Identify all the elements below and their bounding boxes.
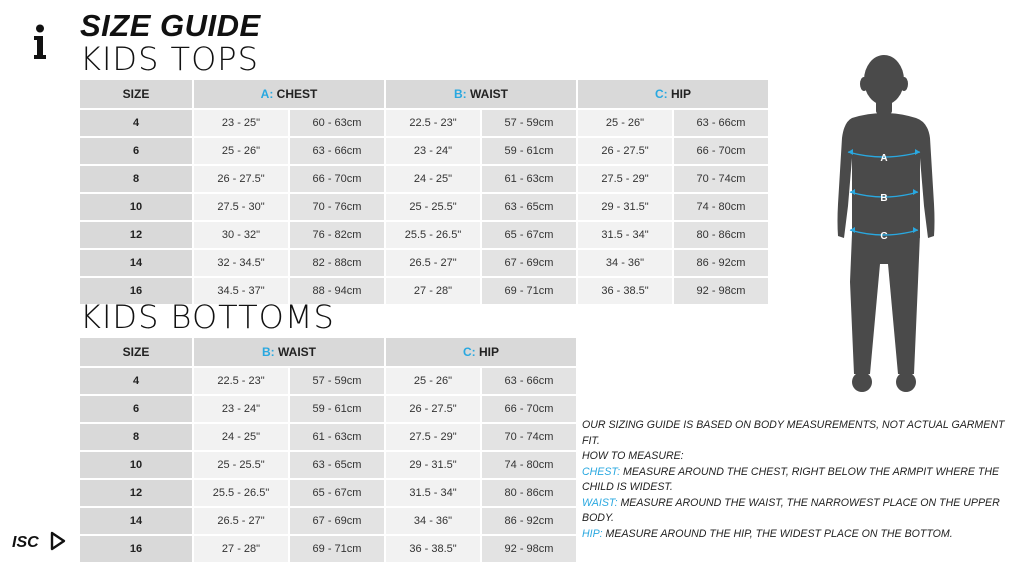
inch-cell: 25.5 - 26.5" (194, 478, 288, 506)
inch-cell: 26 - 27.5" (386, 394, 480, 422)
table-row (80, 422, 576, 450)
inch-cell: 23 - 25" (194, 108, 288, 136)
size-header: SIZE (80, 338, 192, 366)
cm-cell: 67 - 69cm (482, 248, 576, 276)
waist-label: WAIST (278, 345, 316, 359)
label-c: C (880, 231, 888, 242)
size-cell: 12 (80, 478, 192, 506)
inch-cell: 26.5 - 27" (386, 248, 480, 276)
inch-cell: 27.5 - 30" (194, 192, 288, 220)
inch-cell: 25 - 26" (578, 108, 672, 136)
inch-cell: 27 - 28" (386, 276, 480, 304)
size-cell: 10 (80, 450, 192, 478)
cm-cell: 61 - 63cm (482, 164, 576, 192)
hip-letter: C: (462, 345, 476, 359)
inch-cell: 30 - 32" (194, 220, 288, 248)
inch-cell: 27.5 - 29" (386, 422, 480, 450)
cm-cell: 65 - 67cm (290, 478, 384, 506)
cm-cell: 92 - 98cm (482, 534, 576, 562)
waist-letter: B: (453, 87, 467, 101)
inch-cell: 25 - 26" (194, 136, 288, 164)
isc-logo (12, 530, 66, 552)
waist-text: MEASURE AROUND THE WAIST, THE NARROWEST PLACE ON THE UPPER BODY. (582, 496, 1000, 524)
size-cell: 4 (80, 366, 192, 394)
size-cell: 16 (80, 534, 192, 562)
table-row (80, 108, 768, 136)
cm-cell: 92 - 98cm (674, 276, 768, 304)
cm-cell: 80 - 86cm (482, 478, 576, 506)
kids-tops-title: KIDS TOPS (80, 40, 259, 78)
cm-cell: 66 - 70cm (290, 164, 384, 192)
page-title: SIZE GUIDE (80, 8, 261, 43)
inch-cell: 22.5 - 23" (194, 366, 288, 394)
table-row (80, 534, 576, 562)
inch-cell: 22.5 - 23" (386, 108, 480, 136)
table-row (80, 450, 576, 478)
inch-cell: 25 - 25.5" (386, 192, 480, 220)
chest-key: CHEST: (582, 465, 621, 478)
inch-cell: 26.5 - 27" (194, 506, 288, 534)
size-cell: 8 (80, 422, 192, 450)
waist-header (386, 80, 576, 108)
notes-chest (582, 465, 1012, 496)
size-header: SIZE (80, 80, 192, 108)
table-row (80, 394, 576, 422)
cm-cell: 66 - 70cm (674, 136, 768, 164)
kids-bottoms-title: KIDS BOTTOMS (80, 298, 335, 336)
size-cell: 14 (80, 248, 192, 276)
table-row (80, 136, 768, 164)
cm-cell: 63 - 66cm (482, 366, 576, 394)
notes-intro: OUR SIZING GUIDE IS BASED ON BODY MEASUREMENTS, NOT ACTUAL GARMENT FIT. (582, 419, 1005, 447)
table-row (80, 220, 768, 248)
inch-cell: 23 - 24" (194, 394, 288, 422)
cm-cell: 67 - 69cm (290, 506, 384, 534)
chest-label: CHEST (276, 87, 318, 101)
table-row (80, 164, 768, 192)
child-measurement-figure (822, 54, 946, 396)
label-b: B (880, 193, 888, 204)
cm-cell: 88 - 94cm (290, 276, 384, 304)
cm-cell: 74 - 80cm (482, 450, 576, 478)
inch-cell: 34 - 36" (578, 248, 672, 276)
inch-cell: 29 - 31.5" (578, 192, 672, 220)
chest-header (194, 80, 384, 108)
size-cell: 10 (80, 192, 192, 220)
notes-how: HOW TO MEASURE: (582, 450, 684, 462)
table-row (80, 366, 576, 394)
size-cell: 14 (80, 506, 192, 534)
cm-cell: 63 - 65cm (482, 192, 576, 220)
kids-bottoms-table (78, 338, 578, 562)
size-cell: 8 (80, 164, 192, 192)
inch-cell: 24 - 25" (386, 164, 480, 192)
inch-cell: 29 - 31.5" (386, 450, 480, 478)
hip-label: HIP (479, 345, 500, 359)
label-a: A (880, 153, 888, 164)
cm-cell: 70 - 74cm (482, 422, 576, 450)
cm-cell: 57 - 59cm (290, 366, 384, 394)
waist-label: WAIST (470, 87, 508, 101)
cm-cell: 70 - 76cm (290, 192, 384, 220)
inch-cell: 31.5 - 34" (386, 478, 480, 506)
inch-cell: 34.5 - 37" (194, 276, 288, 304)
inch-cell: 31.5 - 34" (578, 220, 672, 248)
hip-label: HIP (671, 87, 692, 101)
size-cell: 16 (80, 276, 192, 304)
table-row (80, 248, 768, 276)
measurement-notes (582, 418, 1012, 542)
hip-header (386, 338, 576, 366)
cm-cell: 63 - 66cm (674, 108, 768, 136)
cm-cell: 80 - 86cm (674, 220, 768, 248)
cm-cell: 59 - 61cm (482, 136, 576, 164)
cm-cell: 69 - 71cm (482, 276, 576, 304)
info-icon (32, 24, 48, 60)
hip-letter: C: (654, 87, 668, 101)
chest-letter: A: (260, 87, 274, 101)
size-cell: 4 (80, 108, 192, 136)
table-row (80, 506, 576, 534)
cm-cell: 59 - 61cm (290, 394, 384, 422)
inch-cell: 32 - 34.5" (194, 248, 288, 276)
cm-cell: 63 - 66cm (290, 136, 384, 164)
cm-cell: 74 - 80cm (674, 192, 768, 220)
kids-tops-table (78, 80, 770, 304)
hip-key: HIP: (582, 527, 603, 540)
chest-text: MEASURE AROUND THE CHEST, RIGHT BELOW THE ARMPIT WHERE THE CHILD IS WIDEST. (582, 465, 1000, 493)
inch-cell: 27 - 28" (194, 534, 288, 562)
inch-cell: 25.5 - 26.5" (386, 220, 480, 248)
cm-cell: 60 - 63cm (290, 108, 384, 136)
logo-text: ISC (12, 534, 39, 551)
cm-cell: 61 - 63cm (290, 422, 384, 450)
cm-cell: 63 - 65cm (290, 450, 384, 478)
cm-cell: 82 - 88cm (290, 248, 384, 276)
waist-header (194, 338, 384, 366)
cm-cell: 69 - 71cm (290, 534, 384, 562)
size-cell: 6 (80, 394, 192, 422)
inch-cell: 27.5 - 29" (578, 164, 672, 192)
hip-text: MEASURE AROUND THE HIP, THE WIDEST PLACE ON THE BOTTOM. (602, 527, 953, 540)
notes-hip (582, 527, 1012, 543)
inch-cell: 24 - 25" (194, 422, 288, 450)
table-row (80, 478, 576, 506)
cm-cell: 86 - 92cm (482, 506, 576, 534)
waist-letter: B: (261, 345, 275, 359)
inch-cell: 26 - 27.5" (194, 164, 288, 192)
cm-cell: 70 - 74cm (674, 164, 768, 192)
cm-cell: 66 - 70cm (482, 394, 576, 422)
inch-cell: 25 - 26" (386, 366, 480, 394)
inch-cell: 26 - 27.5" (578, 136, 672, 164)
table-row (80, 192, 768, 220)
notes-waist (582, 496, 1012, 527)
cm-cell: 76 - 82cm (290, 220, 384, 248)
inch-cell: 36 - 38.5" (386, 534, 480, 562)
inch-cell: 25 - 25.5" (194, 450, 288, 478)
inch-cell: 36 - 38.5" (578, 276, 672, 304)
waist-key: WAIST: (582, 496, 618, 509)
inch-cell: 34 - 36" (386, 506, 480, 534)
size-cell: 12 (80, 220, 192, 248)
inch-cell: 23 - 24" (386, 136, 480, 164)
hip-header (578, 80, 768, 108)
cm-cell: 57 - 59cm (482, 108, 576, 136)
size-cell: 6 (80, 136, 192, 164)
cm-cell: 86 - 92cm (674, 248, 768, 276)
cm-cell: 65 - 67cm (482, 220, 576, 248)
